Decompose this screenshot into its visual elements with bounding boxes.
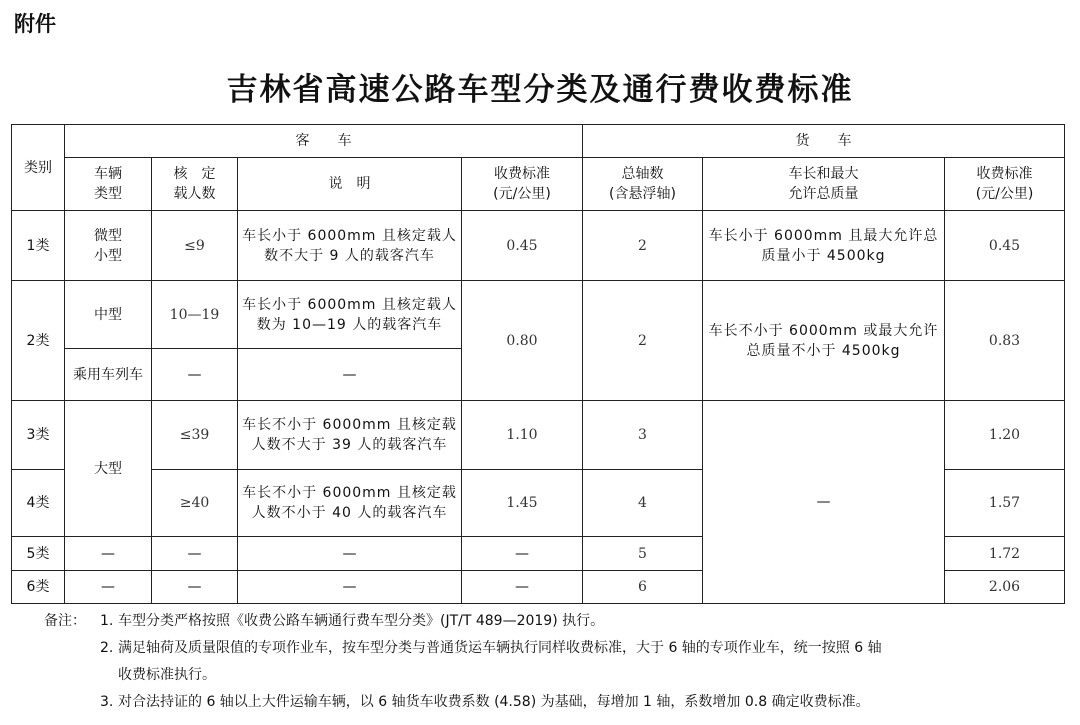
category-cell: 6类	[12, 571, 65, 604]
header-vehicle-type: 车辆 类型	[65, 158, 152, 211]
header-cargo-fee: 收费标准 (元/公里)	[945, 158, 1065, 211]
passenger-fee-cell: 0.80	[462, 281, 583, 401]
note-3: 对合法持证的 6 轴以上大件运输车辆，以 6 轴货车收费系数 (4.58) 为基础，每增加 1 轴，系数增加 0.8 确定收费标准。	[118, 694, 870, 710]
axles-cell: 2	[583, 211, 703, 281]
description-cell: 车长不小于 6000mm 且核定载人数不小于 40 人的载客汽车	[238, 470, 462, 537]
cargo-description-cell: 车长小于 6000mm 且最大允许总质量小于 4500kg	[703, 211, 945, 281]
attachment-label: 附件	[14, 12, 56, 36]
category-cell: 3类	[12, 401, 65, 470]
note-2a: 满足轴荷及质量限值的专项作业车，按车型分类与普通货运车辆执行同样收费标准，大于 6 轴的专项作业车，统一按照 6 轴	[118, 640, 882, 656]
passenger-fee-cell: 1.45	[462, 470, 583, 537]
header-axles: 总轴数 (含悬浮轴)	[583, 158, 703, 211]
axles-cell: 3	[583, 401, 703, 470]
axles-cell: 2	[583, 281, 703, 401]
page-title: 吉林省高速公路车型分类及通行费收费标准	[226, 72, 854, 108]
capacity-cell: —	[152, 571, 238, 604]
vehicle-type-cell: —	[65, 537, 152, 571]
passenger-fee-cell: 0.45	[462, 211, 583, 281]
capacity-cell: —	[152, 349, 238, 401]
axles-cell: 4	[583, 470, 703, 537]
category-cell: 1类	[12, 211, 65, 281]
description-cell: —	[238, 571, 462, 604]
table-row	[12, 211, 1065, 281]
capacity-cell: —	[152, 537, 238, 571]
header-capacity: 核 定 载人数	[152, 158, 238, 211]
description-cell: 车长小于 6000mm 且核定载人数为 10—19 人的载客汽车	[238, 281, 462, 349]
header-description: 说 明	[238, 158, 462, 211]
capacity-cell: ≤9	[152, 211, 238, 281]
category-cell: 5类	[12, 537, 65, 571]
description-cell: —	[238, 537, 462, 571]
toll-fee-table	[11, 124, 1065, 604]
vehicle-type-cell: 中型	[65, 281, 152, 349]
table-row	[12, 401, 1065, 470]
note-1: 车型分类严格按照《收费公路车辆通行费车型分类》(JT/T 489—2019) 执行。	[118, 613, 605, 629]
vehicle-type-cell: 大型	[65, 401, 152, 537]
note-number: 2.	[100, 640, 114, 656]
axles-cell: 6	[583, 571, 703, 604]
cargo-fee-cell: 2.06	[945, 571, 1065, 604]
header-passenger-group: 客 车	[65, 125, 583, 158]
vehicle-type-cell: 微型 小型	[65, 211, 152, 281]
note-number: 1.	[100, 613, 114, 629]
cargo-fee-cell: 0.83	[945, 281, 1065, 401]
header-passenger-fee: 收费标准 (元/公里)	[462, 158, 583, 211]
header-cargo-group: 货 车	[583, 125, 1065, 158]
axles-cell: 5	[583, 537, 703, 571]
notes-section	[44, 608, 1074, 716]
header-category: 类别	[12, 125, 65, 211]
passenger-fee-cell: —	[462, 571, 583, 604]
vehicle-type-cell: 乘用车列车	[65, 349, 152, 401]
description-cell: 车长不小于 6000mm 且核定载人数不大于 39 人的载客汽车	[238, 401, 462, 470]
capacity-cell: 10—19	[152, 281, 238, 349]
passenger-fee-cell: —	[462, 537, 583, 571]
cargo-fee-cell: 1.57	[945, 470, 1065, 537]
notes-label: 备注：	[44, 613, 86, 629]
note-2b: 收费标准执行。	[118, 667, 216, 683]
table-row	[12, 281, 1065, 349]
cargo-fee-cell: 1.20	[945, 401, 1065, 470]
cargo-fee-cell: 1.72	[945, 537, 1065, 571]
cargo-fee-cell: 0.45	[945, 211, 1065, 281]
cargo-description-cell: —	[703, 401, 945, 604]
vehicle-type-cell: —	[65, 571, 152, 604]
header-length-mass: 车长和最大 允许总质量	[703, 158, 945, 211]
capacity-cell: ≤39	[152, 401, 238, 470]
description-cell: 车长小于 6000mm 且核定载人数不大于 9 人的载客汽车	[238, 211, 462, 281]
description-cell: —	[238, 349, 462, 401]
category-cell: 4类	[12, 470, 65, 537]
passenger-fee-cell: 1.10	[462, 401, 583, 470]
capacity-cell: ≥40	[152, 470, 238, 537]
note-number: 3.	[100, 694, 114, 710]
category-cell: 2类	[12, 281, 65, 401]
cargo-description-cell: 车长不小于 6000mm 或最大允许总质量不小于 4500kg	[703, 281, 945, 401]
